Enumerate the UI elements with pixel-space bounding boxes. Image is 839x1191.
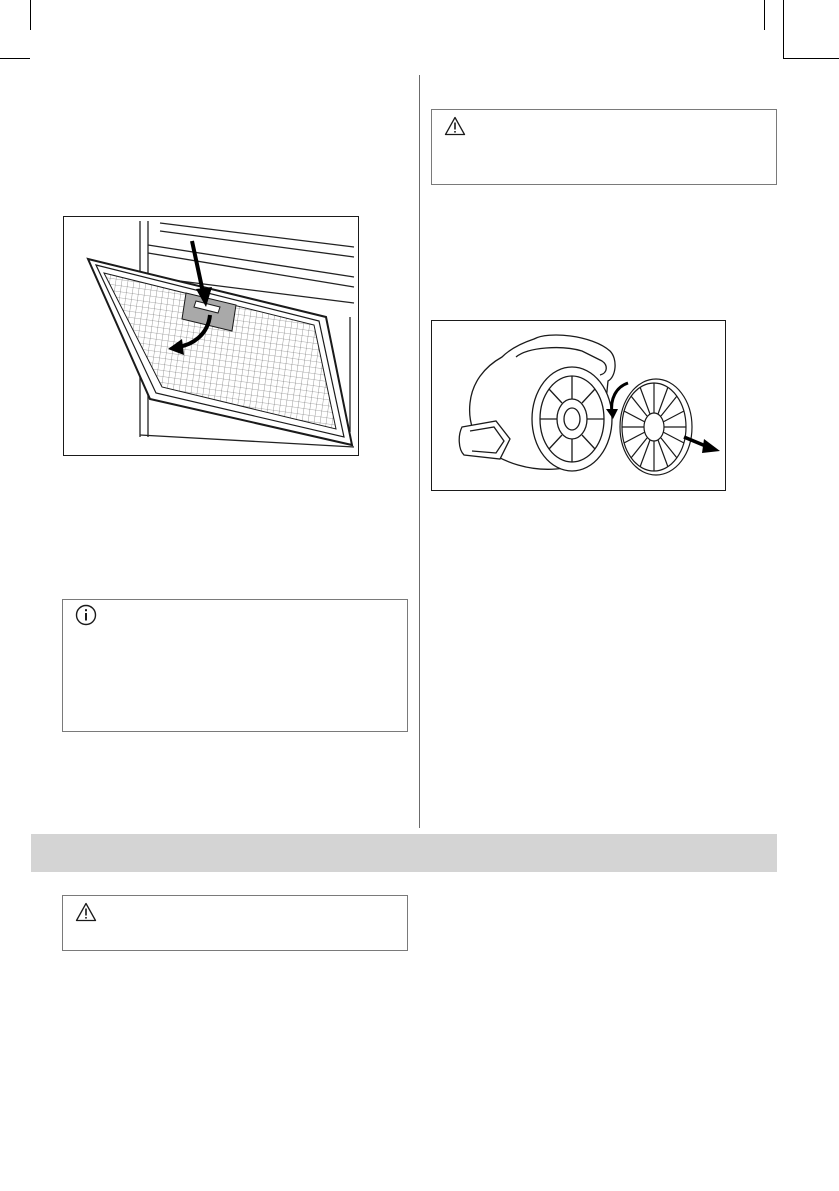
crop-mark	[783, 0, 784, 59]
crop-mark	[30, 0, 31, 30]
warning-notice	[431, 109, 777, 185]
carbon-filter-figure	[431, 320, 726, 491]
grease-filter-removal-illustration	[64, 217, 359, 456]
carbon-filter-removal-illustration	[432, 321, 726, 491]
carbon-filter-disc	[620, 379, 692, 475]
info-icon	[75, 604, 97, 626]
crop-mark	[0, 58, 30, 59]
warning-triangle-icon	[444, 116, 466, 136]
info-notice	[62, 599, 408, 732]
grease-filter-figure	[63, 216, 359, 456]
section-header	[31, 834, 777, 872]
crop-mark	[783, 58, 839, 59]
warning-triangle-icon	[75, 902, 97, 922]
motor-housing	[459, 335, 615, 471]
bottom-warning-notice	[62, 895, 408, 951]
column-divider	[419, 75, 420, 828]
crop-mark	[764, 0, 765, 30]
